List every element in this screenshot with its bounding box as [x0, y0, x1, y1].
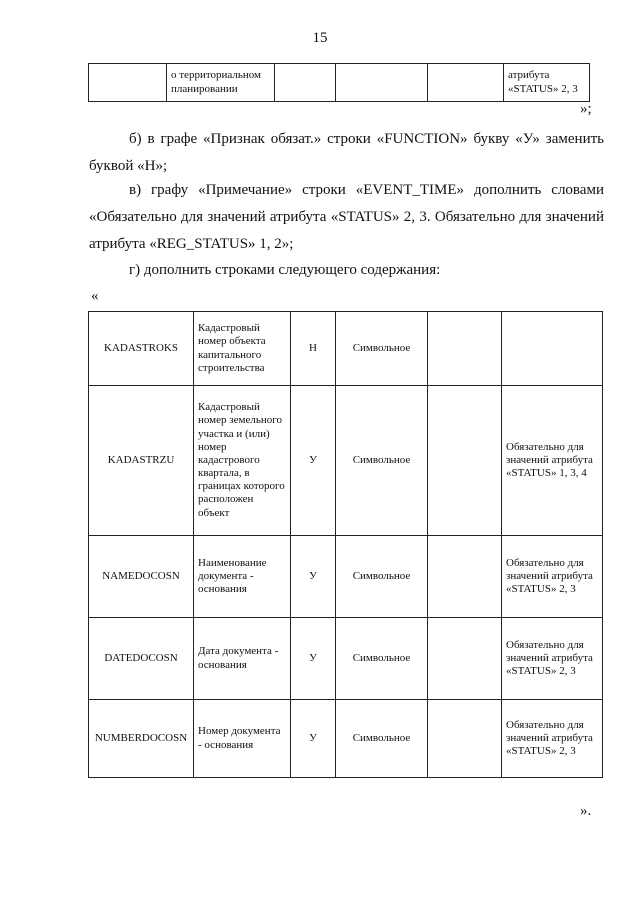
row-code: KADASTRZU [89, 386, 194, 536]
table-cell: атрибута «STATUS» 2, 3 [504, 64, 590, 102]
table-cell: о территориальном планировании [167, 64, 275, 102]
paragraph-g: г) дополнить строками следующего содержания: [129, 262, 441, 278]
row-data-type: Символьное [336, 312, 428, 386]
row-description: Дата документа - основания [194, 618, 291, 700]
row-empty-cell [428, 700, 502, 778]
attributes-table [88, 311, 603, 778]
row-data-type: Символьное [336, 618, 428, 700]
row-required-flag: У [291, 536, 336, 618]
paragraph-b: б) в графе «Признак обязат.» строки «FUNCTION» букву «У» заменить буквой «Н»; [89, 131, 604, 174]
row-required-flag: Н [291, 312, 336, 386]
row-data-type: Символьное [336, 536, 428, 618]
row-note: Обязательно для значений атрибута «STATUS» 2, 3 [502, 618, 603, 700]
table-cell [336, 64, 428, 102]
row-code: DATEDOCOSN [89, 618, 194, 700]
row-empty-cell [428, 536, 502, 618]
table-row [89, 386, 603, 536]
row-empty-cell [428, 312, 502, 386]
paragraph-v: в) графу «Примечание» строки «EVENT_TIME» дополнить словами «Обязательно для значений атрибута «STATUS» 2, 3. Обязательно для значений атрибута «REG_STATUS» 1, 2»; [89, 182, 604, 252]
row-note [502, 312, 603, 386]
row-required-flag: У [291, 618, 336, 700]
table-cell [428, 64, 504, 102]
closing-quote: ». [580, 803, 592, 819]
row-code: KADASTROKS [89, 312, 194, 386]
table-cell [89, 64, 167, 102]
row-required-flag: У [291, 386, 336, 536]
row-note: Обязательно для значений атрибута «STATUS» 2, 3 [502, 536, 603, 618]
row-code: NUMBERDOCOSN [89, 700, 194, 778]
row-data-type: Символьное [336, 700, 428, 778]
row-description: Номер документа - основания [194, 700, 291, 778]
row-required-flag: У [291, 700, 336, 778]
row-code: NAMEDOCOSN [89, 536, 194, 618]
row-note: Обязательно для значений атрибута «STATUS» 1, 3, 4 [502, 386, 603, 536]
row-description: Кадастровый номер объекта капитального строительства [194, 312, 291, 386]
row-empty-cell [428, 618, 502, 700]
row-note: Обязательно для значений атрибута «STATUS» 2, 3 [502, 700, 603, 778]
table-closing-quote: »; [580, 101, 592, 117]
row-data-type: Символьное [336, 386, 428, 536]
row-description: Кадастровый номер земельного участка и (или) номер кадастрового квартала, в границах которого расположен объект [194, 386, 291, 536]
table-row [89, 64, 590, 102]
table-row [89, 618, 603, 700]
table-row [89, 700, 603, 778]
row-empty-cell [428, 386, 502, 536]
continued-table [88, 63, 590, 102]
row-description: Наименование документа - основания [194, 536, 291, 618]
table-row [89, 536, 603, 618]
table-cell [275, 64, 336, 102]
page-number: 15 [312, 30, 328, 46]
opening-quote: « [91, 288, 99, 304]
table-row [89, 312, 603, 386]
